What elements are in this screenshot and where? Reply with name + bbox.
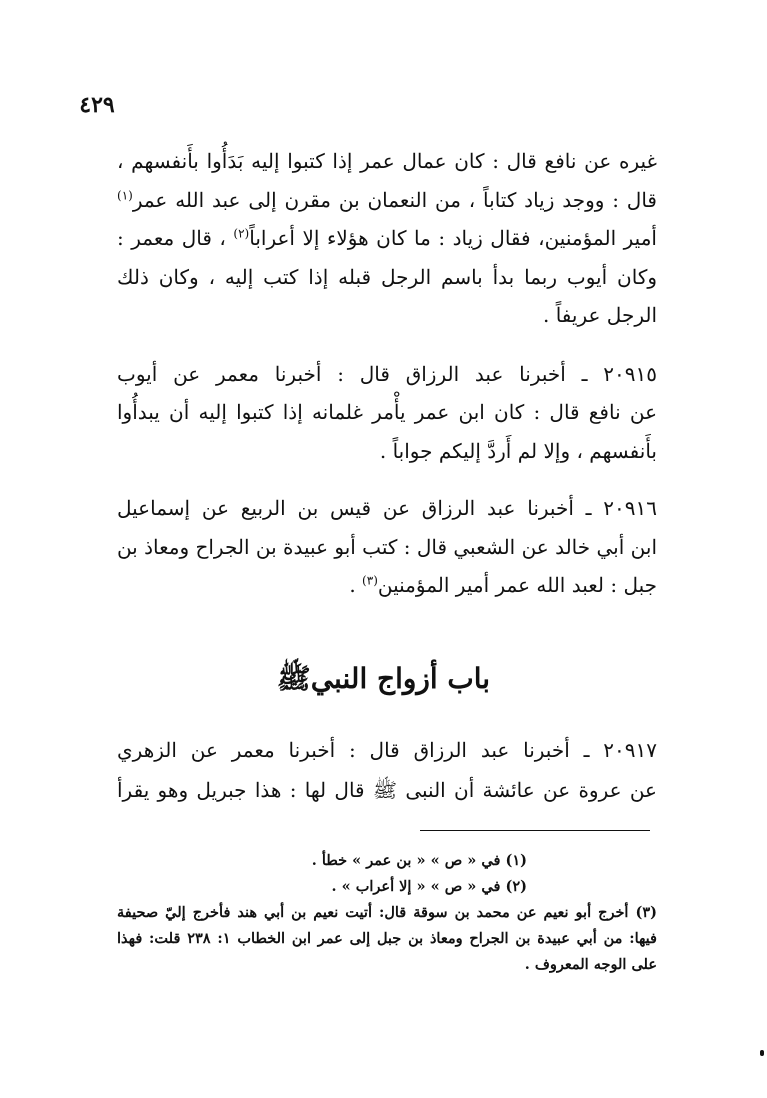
hadith-number: ٢٠٩١٧: [603, 738, 657, 762]
page-number: [67, 92, 767, 118]
text-line: [117, 355, 657, 394]
text-line: وكان أيوب ربما بدأ باسم الرجل قبله إذا كتب إليه ، وكان ذلك: [117, 264, 657, 289]
text-line: الرجل عريفاً .: [542, 303, 657, 327]
footnote-ref-3[interactable]: (٣): [362, 573, 378, 588]
text-segment: ـ أخبرنا عبد الرزاق قال : أخبرنا معمر عن أيوب: [117, 361, 588, 386]
text-line: [117, 181, 657, 220]
footnotes: [117, 848, 657, 978]
text-segment: قال : ووجد زياد كتاباً ، من النعمان بن مقرن إلى عبد الله عمر: [132, 187, 657, 212]
chapter-title: باب أزواج النبيﷺ: [276, 662, 491, 695]
text-line: بأَنفسهم ، وإلا لم أَردَّ إليكم جواباً .: [379, 438, 657, 463]
paragraph-3: [117, 489, 657, 605]
text-segment: .: [349, 573, 363, 597]
text-line: [117, 566, 657, 605]
text-segment: جبل : لعبد الله عمر أمير المؤمنين: [377, 573, 657, 597]
text-line: [117, 489, 657, 528]
hadith-number: ٢٠٩١٥: [603, 361, 657, 386]
footnote-1: (١) في « ص » « بن عمر » خطأ .: [311, 852, 527, 869]
scan-mark: [760, 1050, 764, 1056]
text-segment: ـ أخبرنا عبد الرزاق قال : أخبرنا معمر عن الزهري: [117, 738, 590, 762]
hadith-number: ٢٠٩١٦: [603, 496, 657, 520]
text-line: [117, 730, 657, 770]
footnote-ref-2[interactable]: (٢): [233, 226, 250, 241]
paragraph-4: [117, 730, 657, 810]
text-line: [117, 219, 657, 258]
text-line: ابن أبي خالد عن الشعبي قال : كتب أبو عبيدة بن الجراح ومعاذ بن: [116, 534, 657, 559]
footnote-divider: [420, 830, 650, 831]
footnote-3-cont: على الوجه المعروف .: [524, 956, 657, 973]
page-number-text: ٤٢٩: [79, 92, 115, 118]
text-segment: ، قال معمر :: [117, 226, 226, 250]
footnote-ref-1[interactable]: (١): [117, 187, 133, 202]
text-segment: ـ أخبرنا عبد الرزاق عن قيس بن الربيع عن إسماعيل: [117, 496, 592, 520]
text-line: عن نافع قال : كان ابن عمر يأْمر غلمانه إذا كتبوا إليه أن يبدأُوا: [117, 400, 657, 424]
footnote-3: (٣) أخرج أبو نعيم عن محمد بن سوقة قال: أتيت نعيم بن أبي هند فأخرج إليّ صحيفة: [117, 904, 657, 921]
paragraph-1: [117, 142, 657, 335]
text-segment: أمير المؤمنين، فقال زياد : ما كان هؤلاء إلا أعراباً: [249, 226, 657, 250]
paragraph-2: [117, 355, 657, 471]
footnote-3-cont: فيها: من أبي عبيدة بن الجراح ومعاذ بن جبل إلى عمر ابن الخطاب ١: ٢٣٨ قلت: فهذا: [117, 930, 657, 947]
main-text: [117, 142, 657, 624]
text-line: عن عروة عن عائشة أن النبى ﷺ قال لها : هذا جبريل وهو يقرأ: [117, 778, 657, 802]
footnote-2: (٢) في « ص » « إلا أعراب » .: [331, 878, 527, 895]
text-line: غيره عن نافع قال : كان عمال عمر إذا كتبوا إليه بَدَأُوا بأَنفسهم ،: [117, 149, 657, 173]
main-text-2: [117, 730, 657, 810]
